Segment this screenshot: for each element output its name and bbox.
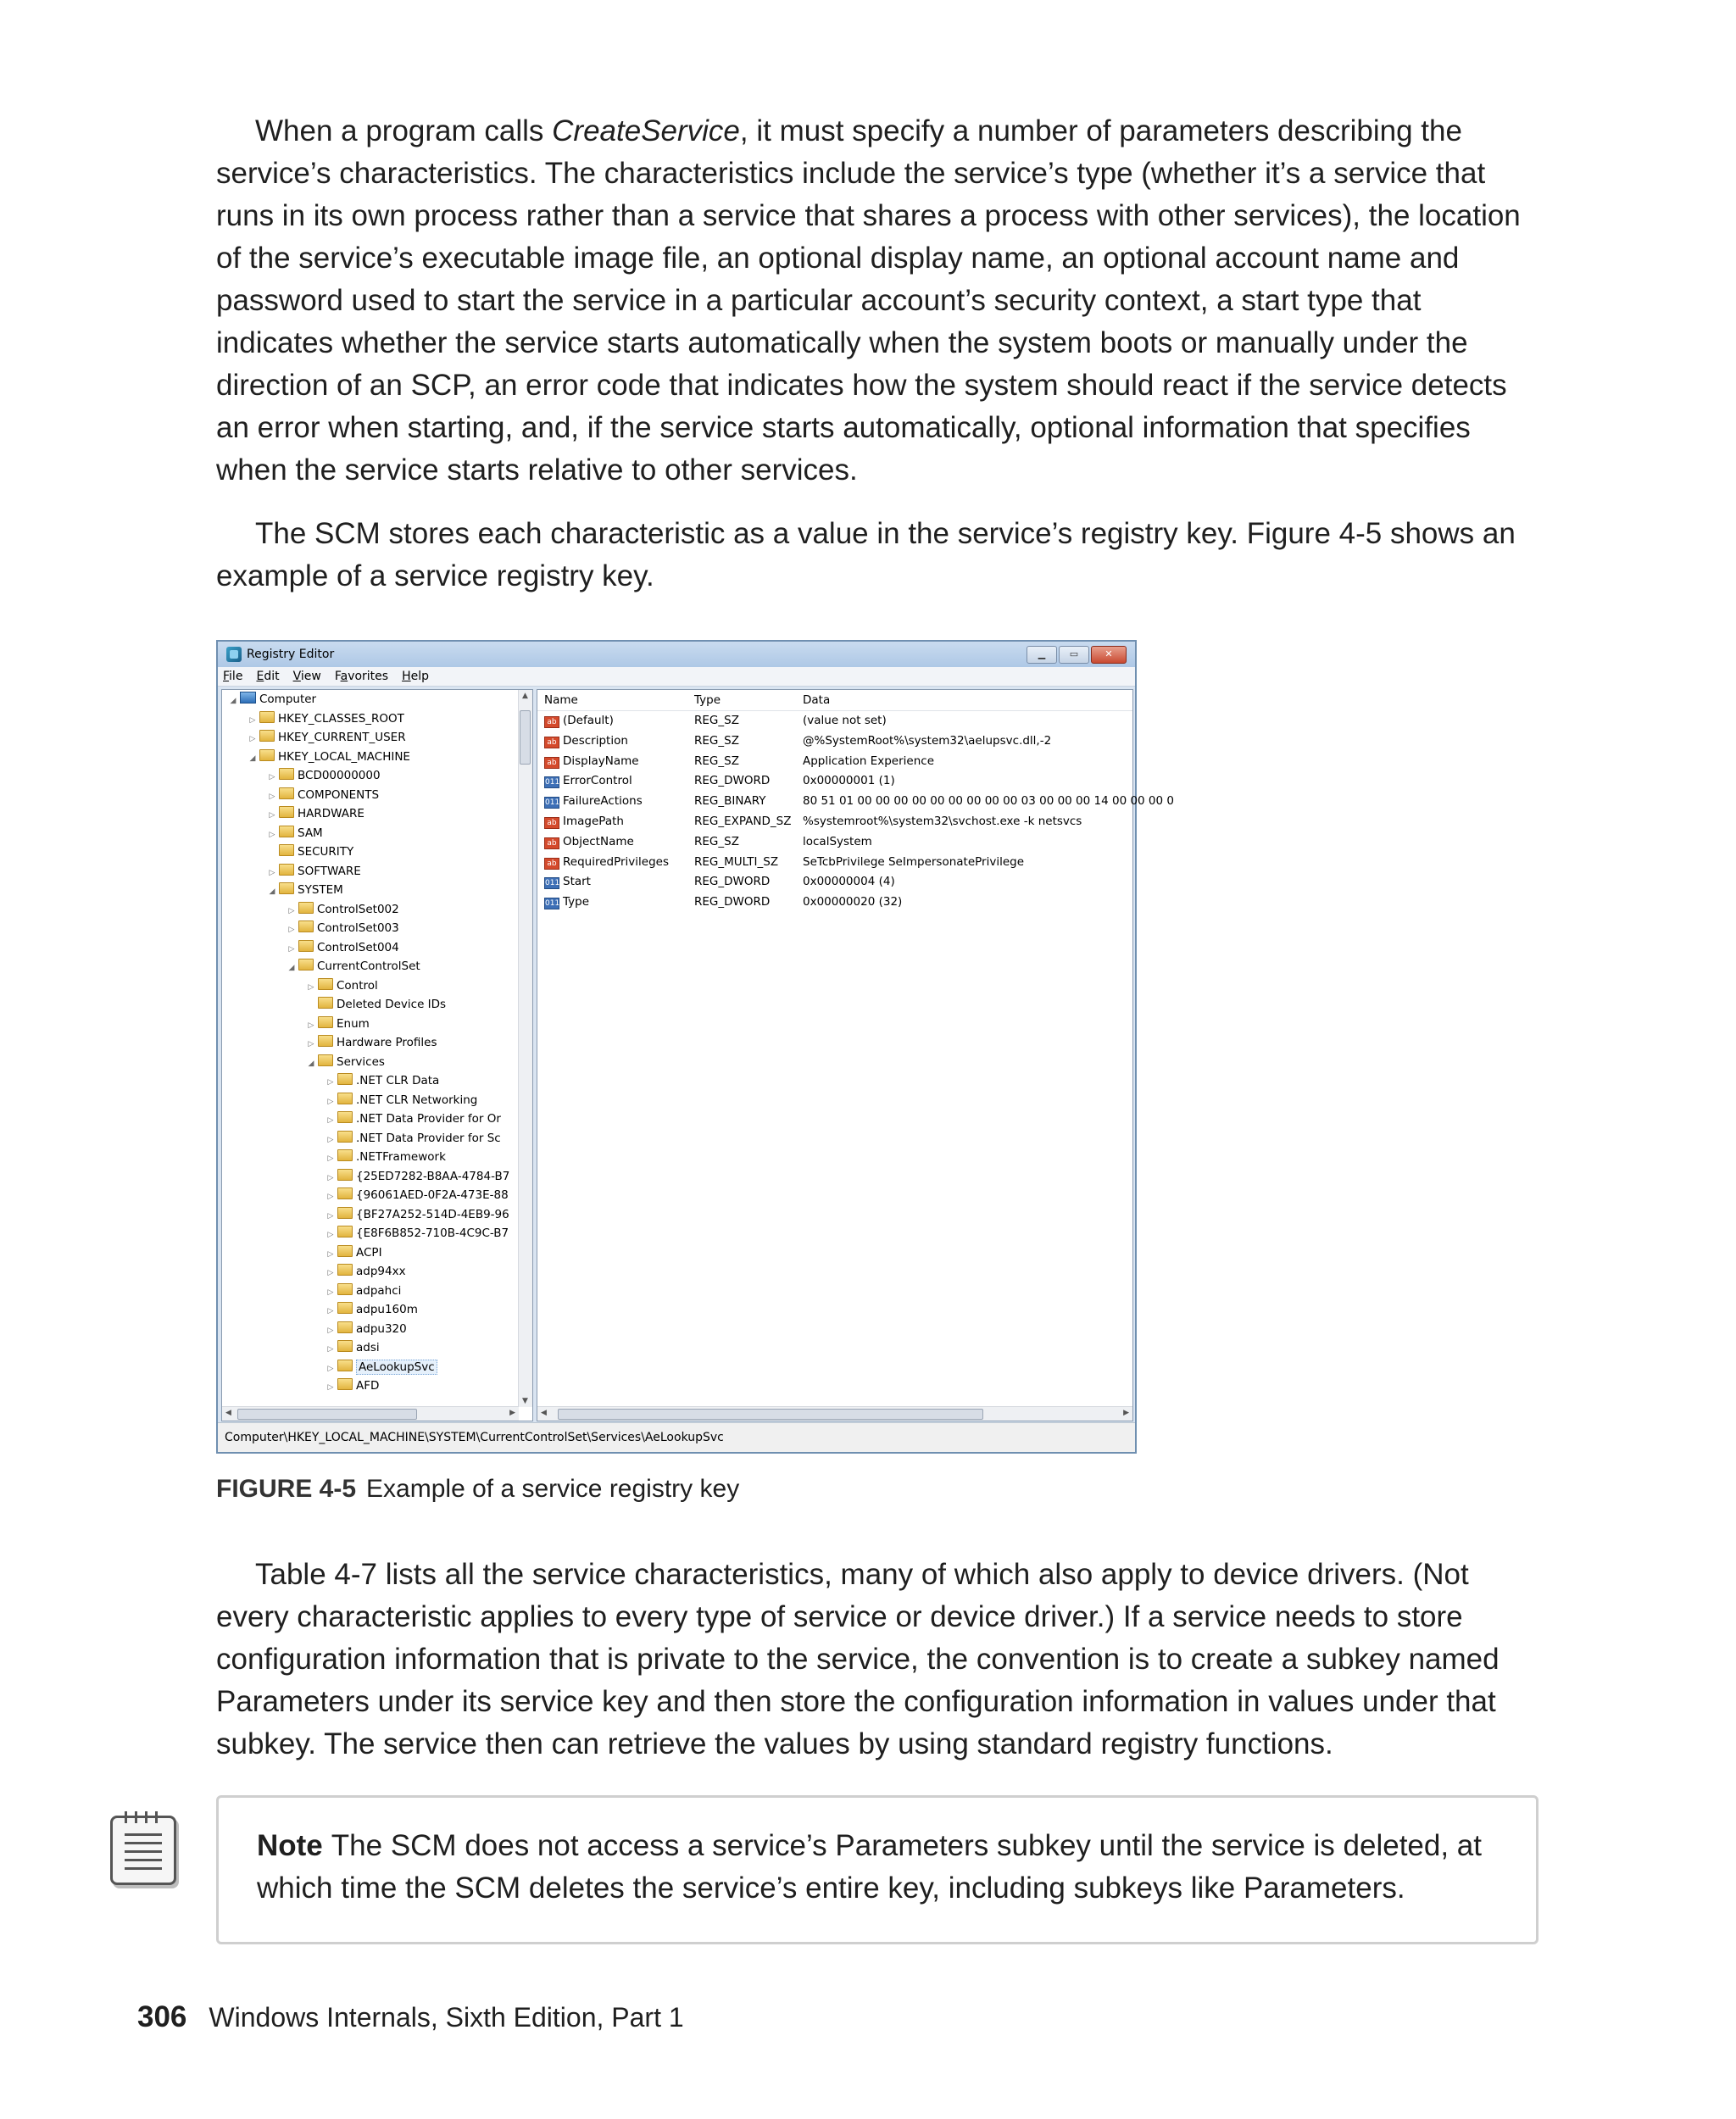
folder-icon xyxy=(279,882,294,894)
folder-icon xyxy=(279,844,294,856)
tree-item[interactable] xyxy=(222,1110,532,1129)
folder-icon xyxy=(337,1111,353,1123)
tree-item[interactable] xyxy=(222,1053,532,1072)
tree-item[interactable] xyxy=(222,748,532,767)
menu-item-text: elp xyxy=(410,670,430,683)
tree-item-label: .NET Data Provider for Sc xyxy=(356,1131,501,1145)
value-data: (value not set) xyxy=(803,714,887,727)
menu-item-text: ile xyxy=(229,670,243,683)
tree-item[interactable] xyxy=(222,862,532,882)
tree-item[interactable] xyxy=(222,1300,532,1320)
column-name[interactable]: Name xyxy=(544,693,578,707)
folder-icon xyxy=(337,1207,353,1219)
string-value-icon: ab xyxy=(544,716,559,728)
menu-mnemonic: V xyxy=(292,670,301,683)
scroll-right-arrow-icon[interactable]: ▶ xyxy=(1123,1409,1129,1417)
folder-icon xyxy=(318,997,333,1009)
expand-arrow-icon[interactable]: ▷ xyxy=(288,906,295,915)
value-data: 0x00000004 (4) xyxy=(803,875,895,889)
value-type: REG_DWORD xyxy=(694,774,771,788)
tree-item[interactable] xyxy=(222,1015,532,1034)
folder-icon xyxy=(337,1245,353,1257)
folder-icon xyxy=(337,1378,353,1390)
value-name: Description xyxy=(563,733,628,748)
figure-number: FIGURE 4-5 xyxy=(216,1475,357,1503)
value-name-cell xyxy=(544,731,628,752)
tree-item[interactable] xyxy=(222,1262,532,1282)
tree-item[interactable] xyxy=(222,1186,532,1205)
menu-item-text: vorites xyxy=(348,670,389,683)
title-bar xyxy=(218,642,1135,667)
tree-item-label: {25ED7282-B8AA-4784-B7 xyxy=(356,1169,510,1183)
tree-item[interactable] xyxy=(222,804,532,824)
value-type: REG_DWORD xyxy=(694,895,771,909)
menu-mnemonic: F xyxy=(223,670,230,683)
tree-item[interactable] xyxy=(222,1129,532,1148)
tree-item-label: CurrentControlSet xyxy=(317,959,420,973)
expand-arrow-icon[interactable]: ▷ xyxy=(308,982,314,992)
value-data: 80 51 01 00 00 00 00 00 00 00 00 00 03 00 00 00 14 00 00 00 0 xyxy=(803,794,1174,809)
tree-item[interactable] xyxy=(222,1358,532,1377)
paragraph-scm-stores xyxy=(216,513,1538,598)
values-hscroll-thumb[interactable] xyxy=(558,1409,983,1420)
value-type: REG_BINARY xyxy=(694,794,766,809)
expand-arrow-icon[interactable]: ▷ xyxy=(327,1097,334,1106)
tree-item[interactable] xyxy=(222,1224,532,1243)
tree-item-label: Enum xyxy=(337,1016,370,1031)
tree-item[interactable] xyxy=(222,919,532,938)
collapse-arrow-icon[interactable]: ◢ xyxy=(308,1059,314,1068)
tree-item[interactable] xyxy=(222,709,532,729)
expand-arrow-icon[interactable]: ▷ xyxy=(327,1231,334,1239)
note-text xyxy=(257,1825,1503,1910)
column-data[interactable]: Data xyxy=(803,693,831,707)
scroll-left-arrow-icon[interactable]: ◀ xyxy=(541,1409,547,1417)
folder-icon xyxy=(279,787,294,799)
string-value-icon: ab xyxy=(544,757,559,769)
value-type: REG_MULTI_SZ xyxy=(694,854,779,869)
value-name-cell xyxy=(544,792,643,812)
value-data: Application Experience xyxy=(803,754,935,768)
tree-item-label: Control xyxy=(337,978,378,993)
folder-icon xyxy=(279,864,294,876)
folder-icon xyxy=(318,1054,333,1066)
tree-item-label: BCD00000000 xyxy=(298,769,381,782)
tree-item-label: ControlSet002 xyxy=(317,902,399,916)
values-horizontal-scrollbar[interactable] xyxy=(537,1406,1132,1421)
expand-arrow-icon[interactable]: ▷ xyxy=(269,830,275,839)
tree-item-label: Computer xyxy=(259,692,317,706)
values-header xyxy=(537,690,1132,711)
value-type: REG_SZ xyxy=(694,714,739,727)
key-tree xyxy=(222,690,532,1396)
tree-item-label: ControlSet004 xyxy=(317,940,399,954)
tree-item-label: adpahci xyxy=(356,1283,402,1298)
computer-icon xyxy=(240,692,256,704)
folder-icon xyxy=(279,806,294,818)
tree-item[interactable] xyxy=(222,1091,532,1110)
notepad-icon xyxy=(110,1816,176,1885)
expand-arrow-icon[interactable]: ▷ xyxy=(327,1288,334,1297)
expand-arrow-icon[interactable]: ▷ xyxy=(327,1269,334,1277)
value-name: Type xyxy=(563,895,590,909)
value-type: REG_SZ xyxy=(694,754,739,768)
tree-item[interactable] xyxy=(222,843,532,862)
folder-icon xyxy=(337,1093,353,1104)
tree-item-label: Deleted Device IDs xyxy=(337,998,447,1011)
string-value-icon: ab xyxy=(544,817,559,829)
value-type: REG_DWORD xyxy=(694,875,771,889)
tree-item[interactable] xyxy=(222,1282,532,1301)
value-name-cell xyxy=(544,893,589,913)
expand-arrow-icon[interactable]: ▷ xyxy=(327,1173,334,1182)
expand-arrow-icon[interactable]: ▷ xyxy=(249,735,256,743)
tree-item-label: .NET CLR Data xyxy=(356,1074,440,1087)
folder-icon xyxy=(279,826,294,837)
value-name: ObjectName xyxy=(563,834,634,848)
window-title: Registry Editor xyxy=(247,648,335,661)
value-name: FailureActions xyxy=(563,794,643,809)
tree-item-label: Services xyxy=(337,1054,385,1069)
folder-icon xyxy=(337,1360,353,1371)
value-row[interactable] xyxy=(537,872,1132,893)
tree-item-label: ACPI xyxy=(356,1245,382,1260)
folder-icon xyxy=(318,978,333,990)
scroll-right-arrow-icon[interactable]: ▶ xyxy=(509,1409,515,1417)
page-number: 306 xyxy=(137,2000,187,2033)
tree-item-label: adpu320 xyxy=(356,1321,407,1336)
tree-item[interactable] xyxy=(222,976,532,996)
folder-icon xyxy=(337,1283,353,1295)
expand-arrow-icon[interactable]: ▷ xyxy=(327,1116,334,1125)
folder-icon xyxy=(298,902,314,914)
tree-item-label: {BF27A252-514D-4EB9-96 xyxy=(356,1207,509,1221)
folder-icon xyxy=(318,1035,333,1047)
tree-item[interactable] xyxy=(222,1071,532,1091)
folder-icon xyxy=(298,940,314,952)
value-data: %systemroot%\system32\svchost.exe -k netsvcs xyxy=(803,814,1082,828)
value-name: ImagePath xyxy=(563,814,624,828)
paragraph-text: , it must specify a number of parameters describing the service’s characteristics. The characteristics include the service’s type (whether it’s a service that runs in its own process rather than a service that shares a process with other services), the location of the service’s executable image file, an optional display name, an optional account name and password used to start the service in a particular account’s security context, a start type that indicates whether the service starts automatically when the system boots or manually under the direction of an SCP, an error code that indicates how the system should react if the service detects an error when starting, and, if the service starts automatically, optional information that specifies when the service starts relative to other services. xyxy=(216,114,1521,487)
collapse-arrow-icon[interactable]: ◢ xyxy=(230,697,236,705)
value-row[interactable] xyxy=(537,771,1132,792)
collapse-arrow-icon[interactable]: ◢ xyxy=(288,964,295,972)
value-name-cell xyxy=(544,752,639,772)
value-name-cell xyxy=(544,812,624,832)
expand-arrow-icon[interactable]: ▷ xyxy=(269,811,275,820)
tree-item[interactable] xyxy=(222,1205,532,1225)
value-name-cell xyxy=(544,832,634,853)
tree-item[interactable] xyxy=(222,995,532,1015)
page-footer xyxy=(137,2000,684,2034)
tree-item-label: adsi xyxy=(356,1341,380,1354)
tree-item[interactable] xyxy=(222,1338,532,1358)
value-type: REG_SZ xyxy=(694,733,739,748)
value-row[interactable] xyxy=(537,752,1132,772)
expand-arrow-icon[interactable]: ▷ xyxy=(327,1326,334,1335)
binary-value-icon: 011 xyxy=(545,778,560,787)
tree-item-label: .NET Data Provider for Or xyxy=(356,1112,501,1126)
menu-item[interactable] xyxy=(256,670,279,683)
folder-icon xyxy=(279,768,294,780)
value-name: Start xyxy=(563,875,591,889)
menu-item-text: iew xyxy=(300,670,321,683)
tree-item-label: HKEY_CLASSES_ROOT xyxy=(278,711,404,726)
expand-arrow-icon[interactable]: ▷ xyxy=(327,1249,334,1259)
expand-arrow-icon[interactable]: ▷ xyxy=(308,1021,314,1030)
scroll-down-arrow-icon[interactable]: ▼ xyxy=(522,1397,528,1405)
column-type[interactable]: Type xyxy=(694,693,721,707)
tree-item-label: COMPONENTS xyxy=(298,787,380,802)
paragraph-createservice xyxy=(216,110,1538,492)
expand-arrow-icon[interactable]: ▷ xyxy=(327,1135,334,1144)
createservice-term: CreateService xyxy=(552,114,740,147)
expand-arrow-icon[interactable]: ▷ xyxy=(327,1193,334,1201)
tree-item[interactable] xyxy=(222,786,532,805)
paragraph-table-4-7 xyxy=(216,1554,1538,1766)
expand-arrow-icon[interactable]: ▷ xyxy=(269,868,275,877)
value-data: @%SystemRoot%\system32\aelupsvc.dll,-2 xyxy=(803,733,1052,748)
value-data: SeTcbPrivilege SeImpersonatePrivilege xyxy=(803,854,1025,869)
expand-arrow-icon[interactable]: ▷ xyxy=(269,792,275,801)
figure-caption xyxy=(216,1475,739,1504)
string-value-icon: ab xyxy=(544,858,559,870)
binary-value-icon: 011 xyxy=(545,879,560,888)
string-value-icon: ab xyxy=(544,837,559,849)
tree-item-label: .NET CLR Networking xyxy=(356,1093,478,1107)
paragraph-text: The SCM stores each characteristic as a value in the service’s registry key. Figure 4-5 shows an example of a service registry key. xyxy=(216,517,1516,592)
note-box xyxy=(216,1795,1538,1944)
value-name: ErrorControl xyxy=(563,774,632,788)
folder-icon xyxy=(259,711,275,723)
collapse-arrow-icon[interactable]: ◢ xyxy=(269,887,275,896)
folder-icon xyxy=(337,1131,353,1143)
key-tree-pane xyxy=(221,689,533,1421)
book-title: Windows Internals, Sixth Edition, Part 1 xyxy=(209,2002,684,2033)
folder-icon xyxy=(337,1321,353,1333)
menu-item[interactable] xyxy=(335,670,388,683)
value-name-cell xyxy=(544,711,614,731)
expand-arrow-icon[interactable]: ▷ xyxy=(269,773,275,781)
value-name: RequiredPrivileges xyxy=(563,854,669,869)
values-list xyxy=(537,711,1174,913)
value-name-cell xyxy=(544,872,591,893)
figure-caption-text: Example of a service registry key xyxy=(366,1475,740,1503)
expand-arrow-icon[interactable]: ▷ xyxy=(288,926,295,934)
paragraph-text: Table 4-7 lists all the service characteristics, many of which also apply to device drivers. (Not every characteristic applies to every type of service or device driver.) If a service needs to store configuration information that is private to the service, the convention is to create a subkey named Parameters under its service key and then store the configuration information in values under that subkey. The service then can retrieve the values by using standard registry functions. xyxy=(216,1558,1500,1760)
paragraph-text: When a program calls xyxy=(255,114,553,147)
folder-icon xyxy=(337,1340,353,1352)
value-data: localSystem xyxy=(803,834,872,848)
expand-arrow-icon[interactable]: ▷ xyxy=(288,944,295,954)
expand-arrow-icon[interactable]: ▷ xyxy=(327,1307,334,1315)
note-label: Note xyxy=(257,1829,323,1862)
registry-editor-icon xyxy=(226,647,242,662)
value-name: DisplayName xyxy=(563,754,639,768)
close-button[interactable]: ✕ xyxy=(1091,646,1127,664)
status-bar: Computer\HKEY_LOCAL_MACHINE\SYSTEM\CurrentControlSet\Services\AeLookupSvc xyxy=(218,1422,1135,1452)
tree-item[interactable] xyxy=(222,1033,532,1053)
value-row[interactable] xyxy=(537,711,1132,731)
menu-item[interactable] xyxy=(223,670,242,683)
binary-value-icon: 011 xyxy=(545,899,560,909)
tree-item[interactable] xyxy=(222,1243,532,1263)
menu-item[interactable] xyxy=(402,670,429,683)
tree-item-label: {E8F6B852-710B-4C9C-B7 xyxy=(356,1226,509,1240)
minimize-button[interactable]: ▁ xyxy=(1027,646,1057,664)
tree-item-label: .NETFramework xyxy=(356,1150,446,1164)
folder-icon xyxy=(337,1302,353,1314)
expand-arrow-icon[interactable]: ▷ xyxy=(249,715,256,725)
tree-vertical-scrollbar[interactable] xyxy=(518,690,532,1407)
expand-arrow-icon[interactable]: ▷ xyxy=(327,1364,334,1373)
value-row[interactable] xyxy=(537,812,1132,832)
tree-item[interactable] xyxy=(222,957,532,976)
value-data: 0x00000020 (32) xyxy=(803,895,903,909)
menu-mnemonic: E xyxy=(256,670,264,683)
menu-mnemonic: a xyxy=(340,670,348,683)
tree-item[interactable] xyxy=(222,881,532,900)
tree-item-label: SAM xyxy=(298,826,323,840)
binary-value-icon: 011 xyxy=(545,798,560,808)
folder-icon xyxy=(298,959,314,971)
value-row[interactable] xyxy=(537,792,1174,812)
expand-arrow-icon[interactable]: ▷ xyxy=(327,1211,334,1221)
menu-item-text: F xyxy=(334,670,341,683)
registry-editor-window xyxy=(216,640,1174,1454)
expand-arrow-icon[interactable]: ▷ xyxy=(327,1383,334,1392)
folder-icon xyxy=(298,920,314,932)
scroll-up-arrow-icon[interactable]: ▲ xyxy=(522,692,528,700)
tree-item-label: SOFTWARE xyxy=(298,864,361,878)
expand-arrow-icon[interactable]: ▷ xyxy=(327,1345,334,1354)
value-row[interactable] xyxy=(537,731,1132,752)
folder-icon xyxy=(337,1264,353,1276)
tree-item-label: {96061AED-0F2A-473E-88 xyxy=(356,1188,509,1202)
tree-item-label: HARDWARE xyxy=(298,807,364,820)
tree-item[interactable] xyxy=(222,766,532,786)
folder-icon xyxy=(337,1187,353,1199)
folder-icon xyxy=(259,730,275,742)
menu-item-text: dit xyxy=(264,670,280,683)
tree-item[interactable] xyxy=(222,1320,532,1339)
folder-icon xyxy=(337,1169,353,1181)
value-data: 0x00000001 (1) xyxy=(803,774,895,788)
tree-hscroll-thumb[interactable] xyxy=(237,1409,417,1420)
maximize-button[interactable]: ▭ xyxy=(1059,646,1089,664)
string-value-icon: ab xyxy=(544,737,559,748)
tree-item-label: AeLookupSvc xyxy=(356,1360,437,1375)
value-row[interactable] xyxy=(537,853,1132,873)
expand-arrow-icon[interactable]: ▷ xyxy=(327,1154,334,1163)
expand-arrow-icon[interactable]: ▷ xyxy=(308,1040,314,1048)
tree-item[interactable] xyxy=(222,1377,532,1396)
values-pane xyxy=(537,689,1174,1421)
collapse-arrow-icon[interactable]: ◢ xyxy=(249,754,256,763)
tree-item-label: adpu160m xyxy=(356,1303,418,1316)
value-name-cell xyxy=(544,771,632,792)
folder-icon xyxy=(337,1073,353,1085)
tree-scroll-thumb[interactable] xyxy=(520,710,531,765)
tree-item-label: HKEY_LOCAL_MACHINE xyxy=(278,749,410,764)
scroll-left-arrow-icon[interactable]: ◀ xyxy=(225,1409,231,1417)
note-body: The SCM does not access a service’s Parameters subkey until the service is deleted, at which time the SCM deletes the service’s entire key, including subkeys like Parameters. xyxy=(257,1829,1482,1905)
value-row[interactable] xyxy=(537,893,1132,913)
tree-item-label: adp94xx xyxy=(356,1265,406,1278)
expand-arrow-icon[interactable]: ▷ xyxy=(327,1078,334,1087)
tree-item[interactable] xyxy=(222,824,532,843)
tree-item-label: HKEY_CURRENT_USER xyxy=(278,731,406,744)
folder-icon xyxy=(318,1016,333,1028)
value-row[interactable] xyxy=(537,832,1132,853)
value-name-cell xyxy=(544,853,669,873)
tree-item[interactable] xyxy=(222,1148,532,1167)
folder-icon xyxy=(337,1149,353,1161)
value-type: REG_EXPAND_SZ xyxy=(694,814,792,828)
tree-item-label: ControlSet003 xyxy=(317,921,399,935)
folder-icon xyxy=(337,1226,353,1237)
folder-icon xyxy=(259,749,275,761)
menu-bar xyxy=(218,667,1135,687)
tree-item[interactable] xyxy=(222,690,532,709)
tree-item[interactable] xyxy=(222,900,532,920)
tree-item-label: SYSTEM xyxy=(298,883,343,897)
tree-item[interactable] xyxy=(222,728,532,748)
tree-item[interactable] xyxy=(222,938,532,958)
menu-item[interactable] xyxy=(293,670,321,683)
menu-mnemonic: H xyxy=(402,670,411,683)
value-type: REG_SZ xyxy=(694,834,739,848)
value-name: (Default) xyxy=(563,714,614,727)
tree-item-label: SECURITY xyxy=(298,845,354,859)
tree-horizontal-scrollbar[interactable] xyxy=(222,1406,519,1421)
tree-item-label: AFD xyxy=(356,1379,380,1393)
tree-item[interactable] xyxy=(222,1167,532,1187)
tree-item-label: Hardware Profiles xyxy=(337,1036,437,1049)
